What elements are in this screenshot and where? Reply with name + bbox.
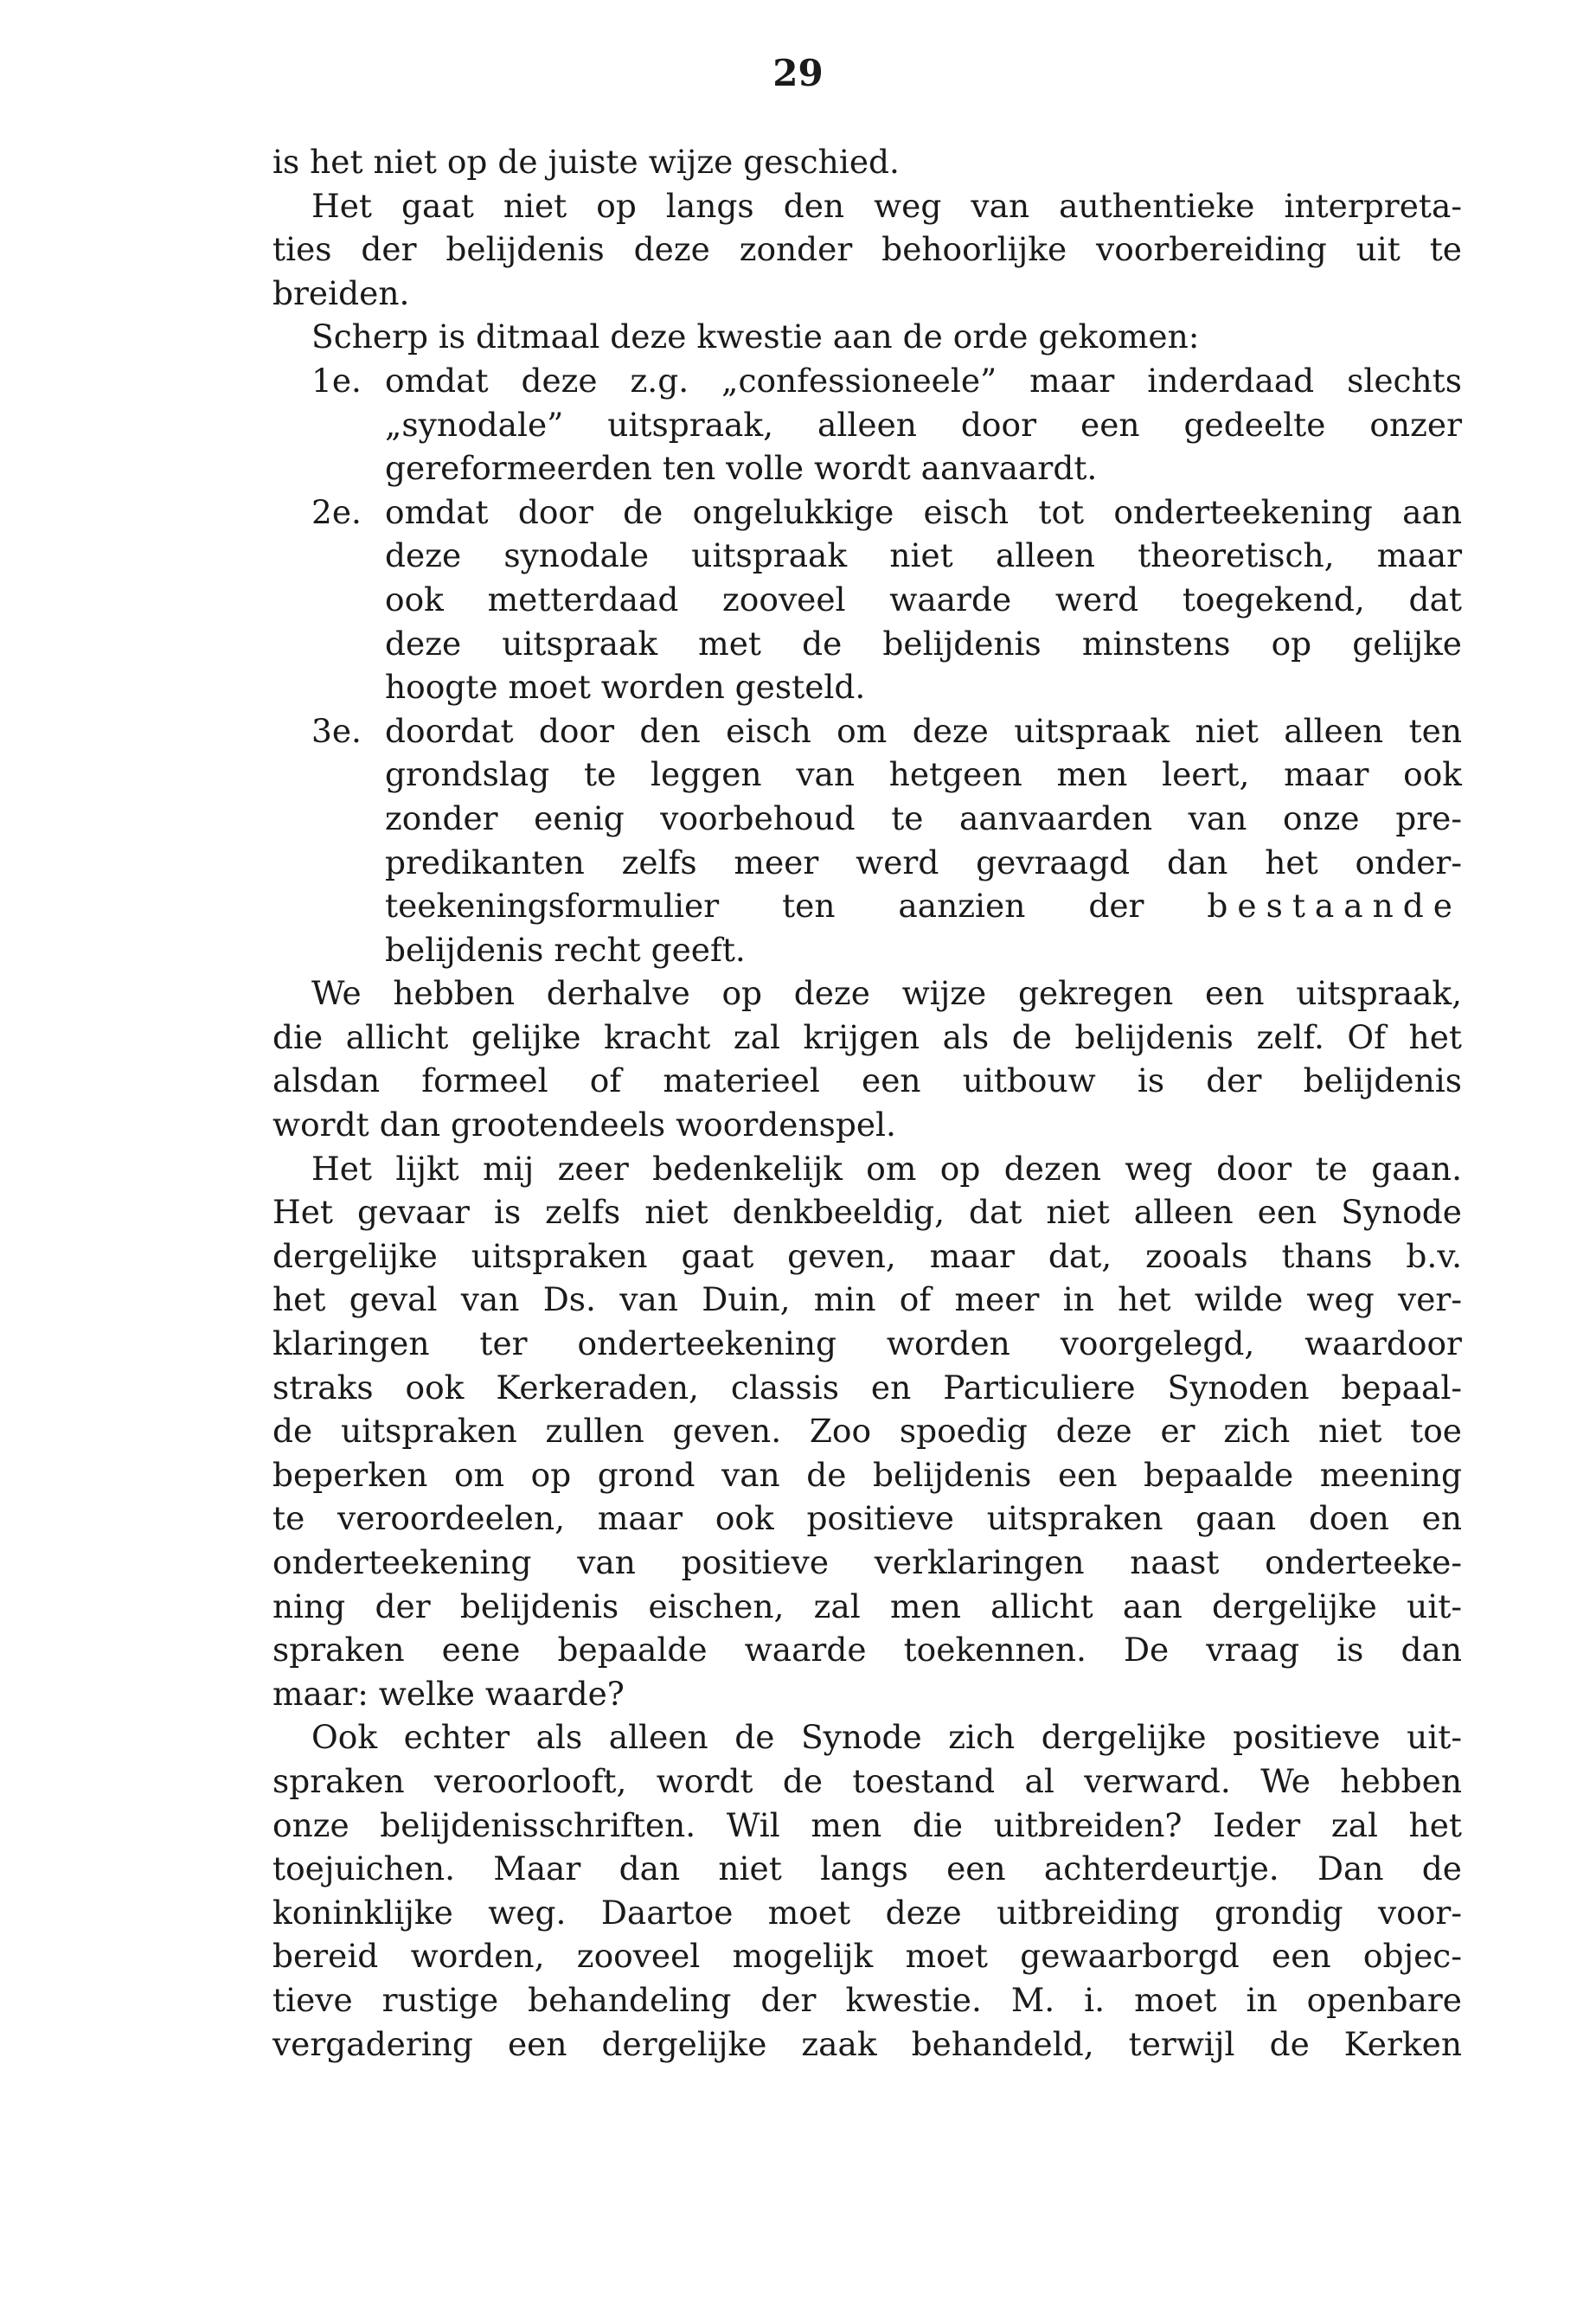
- text-line: deze synodale uitspraak niet alleen theoretisch, maar: [385, 536, 1462, 575]
- text-line: dergelijke uitspraken gaat geven, maar dat, zooals thans b.v.: [272, 1236, 1462, 1275]
- text-line: [272, 884, 1462, 928]
- text-line: beperken om op grond van de belijdenis een bepaalde meening: [272, 1455, 1462, 1494]
- text-line: hoogte moet worden gesteld.: [385, 668, 866, 707]
- spaced-emphasis: bestaande: [1207, 887, 1462, 926]
- text-line: straks ook Kerkeraden, classis en Particuliere Synoden bepaal-: [272, 1368, 1462, 1407]
- text-segment: teekeningsformulier ten aanzien der: [385, 887, 1144, 926]
- text-line: is het niet op de juiste wijze geschied.: [272, 143, 900, 181]
- text-line: Het gevaar is zelfs niet denkbeeldig, dat niet alleen een Synode: [272, 1193, 1462, 1232]
- text-line: onderteekening van positieve verklaringen naast onderteeke-: [272, 1543, 1462, 1581]
- text-line: onze belijdenisschriften. Wil men die uitbreiden? Ieder zal het: [272, 1805, 1462, 1844]
- text-line: te veroordeelen, maar ook positieve uitspraken gaan doen en: [272, 1499, 1462, 1538]
- text-line: omdat deze z.g. „confessioneele” maar inderdaad slechts: [385, 361, 1462, 400]
- text-line: klaringen ter onderteekening worden voorgelegd, waardoor: [272, 1324, 1462, 1363]
- text-line: ties der belijdenis deze zonder behoorlijke voorbereiding uit te: [272, 230, 1462, 269]
- text-line: „synodale” uitspraak, alleen door een gedeelte onzer: [385, 405, 1462, 444]
- text-line: de uitspraken zullen geven. Zoo spoedig deze er zich niet toe: [272, 1412, 1462, 1451]
- text-line: koninklijke weg. Daartoe moet deze uitbreiding grondig voor-: [272, 1893, 1462, 1932]
- text-line: deze uitspraak met de belijdenis minstens op gelijke: [385, 624, 1462, 663]
- list-item-number: 1e.: [311, 361, 362, 400]
- text-line: ning der belijdenis eischen, zal men allicht aan dergelijke uit-: [272, 1586, 1462, 1625]
- text-line: spraken eene bepaalde waarde toekennen. De vraag is dan: [272, 1631, 1462, 1670]
- text-line: tieve rustige behandeling der kwestie. M. i. moet in openbare: [272, 1980, 1462, 2019]
- text-line: bereid worden, zooveel mogelijk moet gewaarborgd een objec-: [272, 1937, 1462, 1976]
- text-line: ook metterdaad zooveel waarde werd toegekend, dat: [385, 580, 1462, 619]
- list-item-number: 3e.: [311, 711, 362, 750]
- text-line: breiden.: [272, 273, 410, 312]
- text-line: doordat door den eisch om deze uitspraak niet alleen ten: [385, 711, 1462, 750]
- list-item: [272, 359, 1462, 490]
- text-line: Scherp is ditmaal deze kwestie aan de orde gekomen:: [311, 317, 1200, 356]
- text-line: toejuichen. Maar dan niet langs een achterdeurtje. Dan de: [272, 1849, 1462, 1888]
- text-line: maar: welke waarde?: [272, 1674, 625, 1713]
- text-line: Het gaat niet op langs den weg van authentieke interpreta-: [311, 186, 1462, 225]
- text-line: het geval van Ds. van Duin, min of meer in het wilde weg ver-: [272, 1280, 1462, 1319]
- page-number: 29: [772, 52, 824, 94]
- text-line: predikanten zelfs meer werd gevraagd dan het onder-: [385, 843, 1462, 881]
- list-item: [272, 490, 1462, 709]
- page-text: [272, 140, 1462, 2066]
- text-line: vergadering een dergelijke zaak behandeld, terwijl de Kerken: [272, 2024, 1462, 2063]
- text-line: die allicht gelijke kracht zal krijgen als de belijdenis zelf. Of het: [272, 1017, 1462, 1056]
- text-line: wordt dan grootendeels woordenspel.: [272, 1106, 896, 1144]
- list-item: [272, 709, 1462, 972]
- text-line: grondslag te leggen van hetgeen men leert, maar ook: [385, 755, 1462, 794]
- text-line: Het lijkt mij zeer bedenkelijk om op dezen weg door te gaan.: [311, 1149, 1462, 1188]
- text-line: Ook echter als alleen de Synode zich dergelijke positieve uit-: [311, 1718, 1462, 1757]
- text-line: alsdan formeel of materieel een uitbouw is der belijdenis: [272, 1061, 1462, 1100]
- text-line: belijdenis recht geeft.: [385, 930, 746, 969]
- text-line: spraken veroorlooft, wordt de toestand al verward. We hebben: [272, 1761, 1462, 1800]
- text-line: We hebben derhalve op deze wijze gekregen een uitspraak,: [311, 974, 1462, 1013]
- text-line: omdat door de ongelukkige eisch tot onderteekening aan: [385, 492, 1462, 531]
- text-line: zonder eenig voorbehoud te aanvaarden van onze pre-: [385, 798, 1462, 837]
- text-line: gereformeerden ten volle wordt aanvaardt.: [385, 449, 1098, 488]
- list-item-number: 2e.: [311, 492, 362, 531]
